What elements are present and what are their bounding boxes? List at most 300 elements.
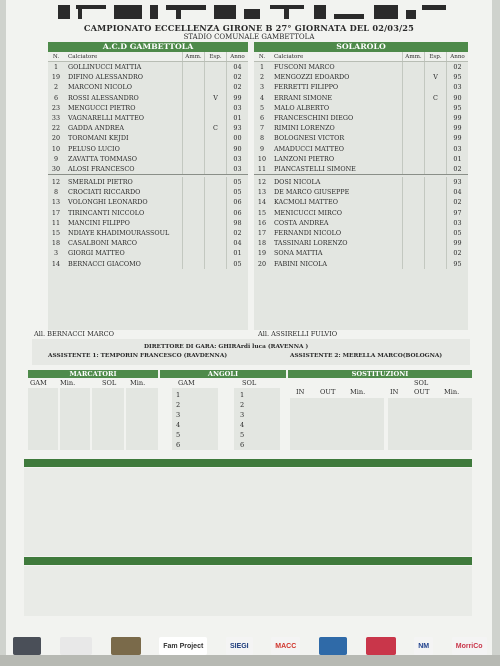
- player-row: [48, 228, 248, 238]
- player-number: 18: [51, 239, 61, 248]
- player-number: 8: [53, 188, 59, 197]
- subs-sol-out-label: OUT: [414, 388, 430, 396]
- player-number: 15: [51, 229, 61, 237]
- player-esp: [424, 197, 446, 207]
- player-amm: [402, 164, 424, 174]
- player-number: 17: [257, 229, 267, 237]
- sponsor-logo: [111, 637, 141, 655]
- player-number: 20: [51, 134, 61, 143]
- player-amm: [182, 197, 204, 207]
- player-row: [254, 62, 468, 72]
- player-year: 05: [226, 187, 248, 197]
- player-row: [48, 248, 248, 258]
- player-row: [48, 208, 248, 218]
- player-esp: [424, 154, 446, 164]
- player-amm: [182, 144, 204, 154]
- player-row: [48, 197, 248, 207]
- player-amm: [402, 154, 424, 164]
- col-anno: Anno: [226, 52, 248, 61]
- decorative-header-pattern: [58, 5, 446, 19]
- player-row: [48, 72, 248, 82]
- corner-number-sol: 6: [240, 441, 245, 449]
- sponsor-logo: [60, 637, 92, 655]
- player-row: [48, 187, 248, 197]
- player-number: 20: [257, 259, 267, 268]
- sponsor-logo: Fam Project: [159, 637, 207, 655]
- player-esp: [204, 248, 226, 258]
- scorers-box: [28, 388, 58, 450]
- player-number: 2: [53, 83, 59, 92]
- col-amm: Amm.: [182, 52, 204, 61]
- player-number: 9: [53, 154, 59, 163]
- scorers-gam-label: GAM: [30, 379, 47, 387]
- scorers-box: [126, 388, 158, 450]
- player-esp: [204, 187, 226, 197]
- corner-number-sol: 1: [240, 391, 245, 399]
- player-year: 04: [226, 62, 248, 72]
- corner-number-gam: 6: [176, 441, 181, 449]
- player-number: 10: [257, 154, 267, 163]
- player-number: 33: [51, 113, 61, 122]
- player-amm: [402, 72, 424, 82]
- player-esp: [204, 154, 226, 164]
- player-amm: [402, 208, 424, 218]
- corner-number-gam: 2: [176, 401, 181, 409]
- subs-gam-in-label: IN: [296, 388, 305, 396]
- player-year: 02: [446, 164, 468, 174]
- sponsor-logo: [13, 637, 41, 655]
- player-amm: [402, 113, 424, 123]
- player-year: 99: [446, 133, 468, 143]
- player-name: TIRINCANTI NICCOLO: [68, 208, 145, 217]
- corners-sol-label: SOL: [242, 379, 257, 387]
- subs-sol-label: SOL: [414, 379, 429, 387]
- player-amm: [402, 133, 424, 143]
- corner-number-sol: 3: [240, 411, 245, 419]
- player-row: [254, 164, 468, 174]
- col-amm: Amm.: [402, 52, 424, 61]
- player-name: KACMOLI MATTEO: [274, 198, 338, 207]
- player-year: 03: [446, 218, 468, 228]
- player-year: 93: [446, 177, 468, 187]
- player-row: [48, 238, 248, 248]
- scorers-box: [92, 388, 124, 450]
- player-number: 2: [259, 73, 265, 82]
- player-esp: [424, 248, 446, 258]
- player-amm: [182, 238, 204, 248]
- corners-gam-label: GAM: [178, 379, 195, 387]
- player-name: BOLOGNESI VICTOR: [274, 134, 345, 143]
- player-number: 9: [259, 144, 265, 153]
- player-year: 90: [226, 144, 248, 154]
- player-esp: C: [424, 93, 446, 103]
- player-amm: [402, 228, 424, 238]
- player-year: 99: [226, 93, 248, 103]
- player-name: PELUSO LUCIO: [68, 144, 120, 153]
- player-row: [254, 228, 468, 238]
- col-esp: Esp.: [204, 52, 226, 61]
- player-esp: [204, 62, 226, 72]
- player-number: 1: [259, 63, 265, 71]
- divider-bar: [24, 459, 472, 467]
- player-year: 99: [446, 238, 468, 248]
- player-name: MARCONI NICOLO: [68, 83, 132, 92]
- corner-number-gam: 3: [176, 411, 181, 419]
- col-esp: Esp.: [424, 52, 446, 61]
- notes-area: [24, 468, 472, 556]
- player-amm: [402, 82, 424, 92]
- player-esp: [204, 177, 226, 187]
- player-name: MENICUCCI MIRCO: [274, 208, 342, 217]
- player-row: [48, 82, 248, 92]
- player-esp: [204, 164, 226, 174]
- player-row: [254, 123, 468, 133]
- player-name: ZAVATTA TOMMASO: [68, 154, 137, 163]
- player-year: 93: [226, 123, 248, 133]
- player-year: 06: [226, 208, 248, 218]
- player-esp: [204, 144, 226, 154]
- away-column-headers: [254, 52, 468, 62]
- home-team-table: [48, 42, 248, 330]
- player-amm: [182, 164, 204, 174]
- player-esp: [424, 82, 446, 92]
- player-esp: [204, 218, 226, 228]
- player-number: 13: [51, 198, 61, 207]
- player-row: [254, 133, 468, 143]
- player-row: [254, 82, 468, 92]
- player-amm: [402, 62, 424, 72]
- player-name: VAGNARELLI MATTEO: [68, 113, 144, 122]
- player-amm: [182, 133, 204, 143]
- subs-gam-out-label: OUT: [320, 388, 336, 396]
- player-number: 23: [51, 103, 61, 112]
- player-amm: [182, 62, 204, 72]
- away-coach: All. ASSIRELLI FULVIO: [258, 330, 338, 338]
- player-amm: [182, 93, 204, 103]
- player-esp: [204, 72, 226, 82]
- away-starters: [254, 62, 468, 174]
- player-name: CROCIATI RICCARDO: [68, 188, 141, 197]
- referee: DIRETTORE DI GARA: GHIRArdi luca (RAVENNA ): [144, 344, 309, 350]
- corners-header: ANGOLI: [160, 370, 286, 378]
- player-number: 22: [51, 124, 61, 133]
- player-row: [48, 62, 248, 72]
- player-name: DE MARCO GIUSEPPE: [274, 188, 350, 197]
- corner-number-sol: 5: [240, 431, 245, 439]
- player-row: [48, 113, 248, 123]
- player-amm: [402, 144, 424, 154]
- player-year: 99: [446, 113, 468, 123]
- player-esp: [424, 164, 446, 174]
- player-year: 05: [226, 259, 248, 269]
- player-row: [48, 133, 248, 143]
- sponsor-logo: NM: [414, 637, 433, 655]
- corner-number-sol: 4: [240, 421, 245, 429]
- col-number: N.: [258, 54, 266, 60]
- player-number: 11: [51, 218, 61, 227]
- player-year: 03: [446, 82, 468, 92]
- player-number: 6: [53, 93, 59, 102]
- player-name: CASALBONI MARCO: [68, 239, 138, 248]
- sponsor-logo: MorriCo: [452, 637, 487, 655]
- player-year: 02: [446, 248, 468, 258]
- home-starters: [48, 62, 248, 174]
- player-year: 04: [446, 187, 468, 197]
- player-row: [254, 238, 468, 248]
- player-row: [48, 144, 248, 154]
- player-number: 14: [257, 198, 267, 207]
- player-number: 5: [259, 103, 265, 112]
- player-esp: [424, 177, 446, 187]
- player-amm: [182, 72, 204, 82]
- player-esp: [424, 62, 446, 72]
- player-esp: [424, 259, 446, 269]
- player-esp: V: [204, 93, 226, 103]
- player-number: 10: [51, 144, 61, 153]
- home-column-headers: [48, 52, 248, 62]
- player-amm: [182, 154, 204, 164]
- corner-number-sol: 2: [240, 401, 245, 409]
- player-amm: [402, 103, 424, 113]
- player-name: MANCINI FILIPPO: [68, 218, 130, 227]
- player-row: [254, 218, 468, 228]
- player-number: 7: [259, 124, 265, 133]
- player-row: [48, 259, 248, 269]
- player-amm: [182, 248, 204, 258]
- player-year: 05: [446, 228, 468, 238]
- assistant-2: ASSISTENTE 2: MERELLA MARCO(BOLOGNA): [290, 353, 443, 359]
- player-year: 95: [446, 103, 468, 113]
- player-name: MALO ALBERTO: [274, 103, 330, 112]
- player-year: 97: [446, 208, 468, 218]
- player-number: 15: [257, 208, 267, 217]
- col-anno: Anno: [446, 52, 468, 61]
- subs-sol-in-label: IN: [390, 388, 399, 396]
- player-esp: [424, 113, 446, 123]
- player-number: 18: [257, 239, 267, 248]
- player-year: 05: [226, 177, 248, 187]
- player-amm: [402, 177, 424, 187]
- player-year: 03: [446, 144, 468, 154]
- player-row: [254, 259, 468, 269]
- player-number: 8: [259, 134, 265, 143]
- player-name: ALOSI FRANCESCO: [68, 164, 135, 173]
- divider-bar: [24, 557, 472, 565]
- player-year: 06: [226, 197, 248, 207]
- player-esp: [204, 208, 226, 218]
- player-year: 03: [226, 154, 248, 164]
- player-name: BERNACCI GIACOMO: [68, 259, 141, 268]
- player-amm: [182, 228, 204, 238]
- player-esp: [204, 82, 226, 92]
- player-row: [254, 187, 468, 197]
- player-row: [48, 218, 248, 228]
- sponsor-logo: [366, 637, 396, 655]
- player-amm: [402, 238, 424, 248]
- match-sheet: [6, 0, 492, 660]
- player-amm: [182, 259, 204, 269]
- player-amm: [402, 123, 424, 133]
- player-amm: [182, 123, 204, 133]
- player-year: 90: [446, 93, 468, 103]
- player-amm: [402, 93, 424, 103]
- bottom-edge: [0, 655, 500, 666]
- substitutions-header: SOSTITUZIONI: [288, 370, 472, 378]
- player-esp: [424, 103, 446, 113]
- player-year: 02: [446, 62, 468, 72]
- home-substitutes: [48, 177, 248, 269]
- player-name: FERRETTI FILIPPO: [274, 83, 339, 92]
- player-name: TOROMANI KEJDI: [68, 134, 129, 143]
- subs-box: [388, 398, 472, 450]
- player-row: [254, 197, 468, 207]
- player-name: NDIAYE KHADIMOURASSOUL: [68, 229, 170, 237]
- player-row: [48, 103, 248, 113]
- player-number: 6: [259, 113, 265, 122]
- player-esp: [204, 113, 226, 123]
- player-row: [48, 164, 248, 174]
- player-number: 3: [259, 83, 265, 92]
- col-number: N.: [52, 54, 60, 60]
- player-name: AMADUCCI MATTEO: [274, 144, 344, 153]
- player-name: DOSI NICOLA: [274, 178, 321, 187]
- player-name: SONA MATTIA: [274, 249, 323, 258]
- player-number: 12: [257, 178, 267, 187]
- championship-title: CAMPIONATO ECCELLENZA GIRONE B 27° GIORNATA DEL 02/03/25: [83, 23, 415, 33]
- subs-gam-min-label: Min.: [350, 388, 366, 396]
- corner-number-gam: 5: [176, 431, 181, 439]
- assistant-1: ASSISTENTE 1: TEMPORIN FRANCESCO (RAVDENNA): [48, 353, 228, 359]
- player-year: 01: [226, 248, 248, 258]
- player-name: MENGOZZI EDOARDO: [274, 73, 350, 82]
- player-name: ERRANI SIMONE: [274, 93, 332, 102]
- player-amm: [182, 177, 204, 187]
- player-name: RIMINI LORENZO: [274, 124, 335, 133]
- player-esp: [424, 123, 446, 133]
- player-year: 99: [446, 123, 468, 133]
- player-year: 02: [446, 197, 468, 207]
- player-esp: [424, 238, 446, 248]
- scorers-header: MARCATORI: [28, 370, 158, 378]
- player-name: FABINI NICOLA: [274, 259, 327, 268]
- player-name: FUSCONI MARCO: [274, 63, 335, 71]
- player-year: 03: [226, 164, 248, 174]
- player-name: GADDA ANDREA: [68, 124, 125, 133]
- player-number: 11: [257, 164, 267, 173]
- player-esp: [424, 187, 446, 197]
- player-row: [254, 177, 468, 187]
- player-row: [48, 93, 248, 103]
- player-number: 19: [51, 73, 61, 82]
- player-name: SMERALDI PIETRO: [68, 178, 133, 187]
- player-number: 13: [257, 188, 267, 197]
- player-amm: [182, 218, 204, 228]
- player-amm: [182, 113, 204, 123]
- player-number: 14: [51, 259, 61, 268]
- away-team-name: SOLAROLO: [254, 42, 468, 52]
- notes-area: [24, 566, 472, 616]
- col-player: Calciatore: [274, 54, 304, 60]
- player-year: 04: [226, 238, 248, 248]
- player-esp: [424, 228, 446, 238]
- corner-number-gam: 1: [176, 391, 181, 399]
- sponsor-logo: SIEGI: [226, 637, 253, 655]
- player-name: COSTA ANDREA: [274, 218, 329, 227]
- player-name: TASSINARI LORENZO: [274, 239, 348, 248]
- scorers-box: [60, 388, 90, 450]
- subs-sol-min-label: Min.: [444, 388, 460, 396]
- player-number: 17: [51, 208, 61, 217]
- player-esp: V: [424, 72, 446, 82]
- player-name: GIORGI MATTEO: [68, 249, 125, 258]
- player-row: [48, 154, 248, 164]
- home-coach: All. BERNACCI MARCO: [34, 330, 115, 338]
- player-year: 95: [446, 259, 468, 269]
- player-row: [254, 72, 468, 82]
- corner-number-gam: 4: [176, 421, 181, 429]
- player-name: LANZONI PIETRO: [274, 154, 335, 163]
- player-year: 00: [226, 133, 248, 143]
- player-row: [254, 154, 468, 164]
- player-name: GOLLINUCCI MATTIA: [68, 63, 142, 71]
- player-row: [254, 113, 468, 123]
- player-number: 16: [257, 218, 267, 227]
- player-amm: [182, 103, 204, 113]
- player-amm: [182, 187, 204, 197]
- home-team-name: A.C.D GAMBETTOLA: [48, 42, 248, 52]
- player-name: FERNANDI NICOLO: [274, 229, 342, 237]
- player-esp: [204, 238, 226, 248]
- player-amm: [182, 208, 204, 218]
- scorers-sol-label: SOL: [102, 379, 117, 387]
- player-number: 12: [51, 178, 61, 187]
- player-name: DIFINO ALESSANDRO: [68, 73, 144, 82]
- player-name: FRANCESCHINI DIEGO: [274, 113, 354, 122]
- player-name: MENGUCCI PIETRO: [68, 103, 136, 112]
- col-player: Calciatore: [68, 54, 98, 60]
- sponsor-logo: MACC: [271, 637, 300, 655]
- player-number: 1: [53, 63, 59, 71]
- player-esp: C: [204, 123, 226, 133]
- player-esp: [424, 144, 446, 154]
- player-row: [48, 123, 248, 133]
- player-number: 19: [257, 249, 267, 258]
- player-year: 02: [226, 72, 248, 82]
- player-amm: [182, 82, 204, 92]
- player-amm: [402, 218, 424, 228]
- player-esp: [204, 103, 226, 113]
- player-amm: [402, 259, 424, 269]
- player-row: [254, 208, 468, 218]
- player-amm: [402, 197, 424, 207]
- player-year: 02: [226, 82, 248, 92]
- officials-panel: [32, 339, 470, 365]
- player-esp: [424, 208, 446, 218]
- player-row: [254, 93, 468, 103]
- player-name: VOLONGHI LEONARDO: [68, 198, 148, 207]
- player-amm: [402, 187, 424, 197]
- player-year: 01: [226, 113, 248, 123]
- scorers-sol-min-label: Min.: [130, 379, 146, 387]
- player-year: 95: [446, 72, 468, 82]
- player-row: [254, 248, 468, 258]
- player-esp: [204, 133, 226, 143]
- player-esp: [204, 197, 226, 207]
- player-amm: [402, 248, 424, 258]
- player-row: [254, 144, 468, 154]
- player-name: ROSSI ALESSANDRO: [68, 93, 139, 102]
- player-number: 4: [259, 93, 265, 102]
